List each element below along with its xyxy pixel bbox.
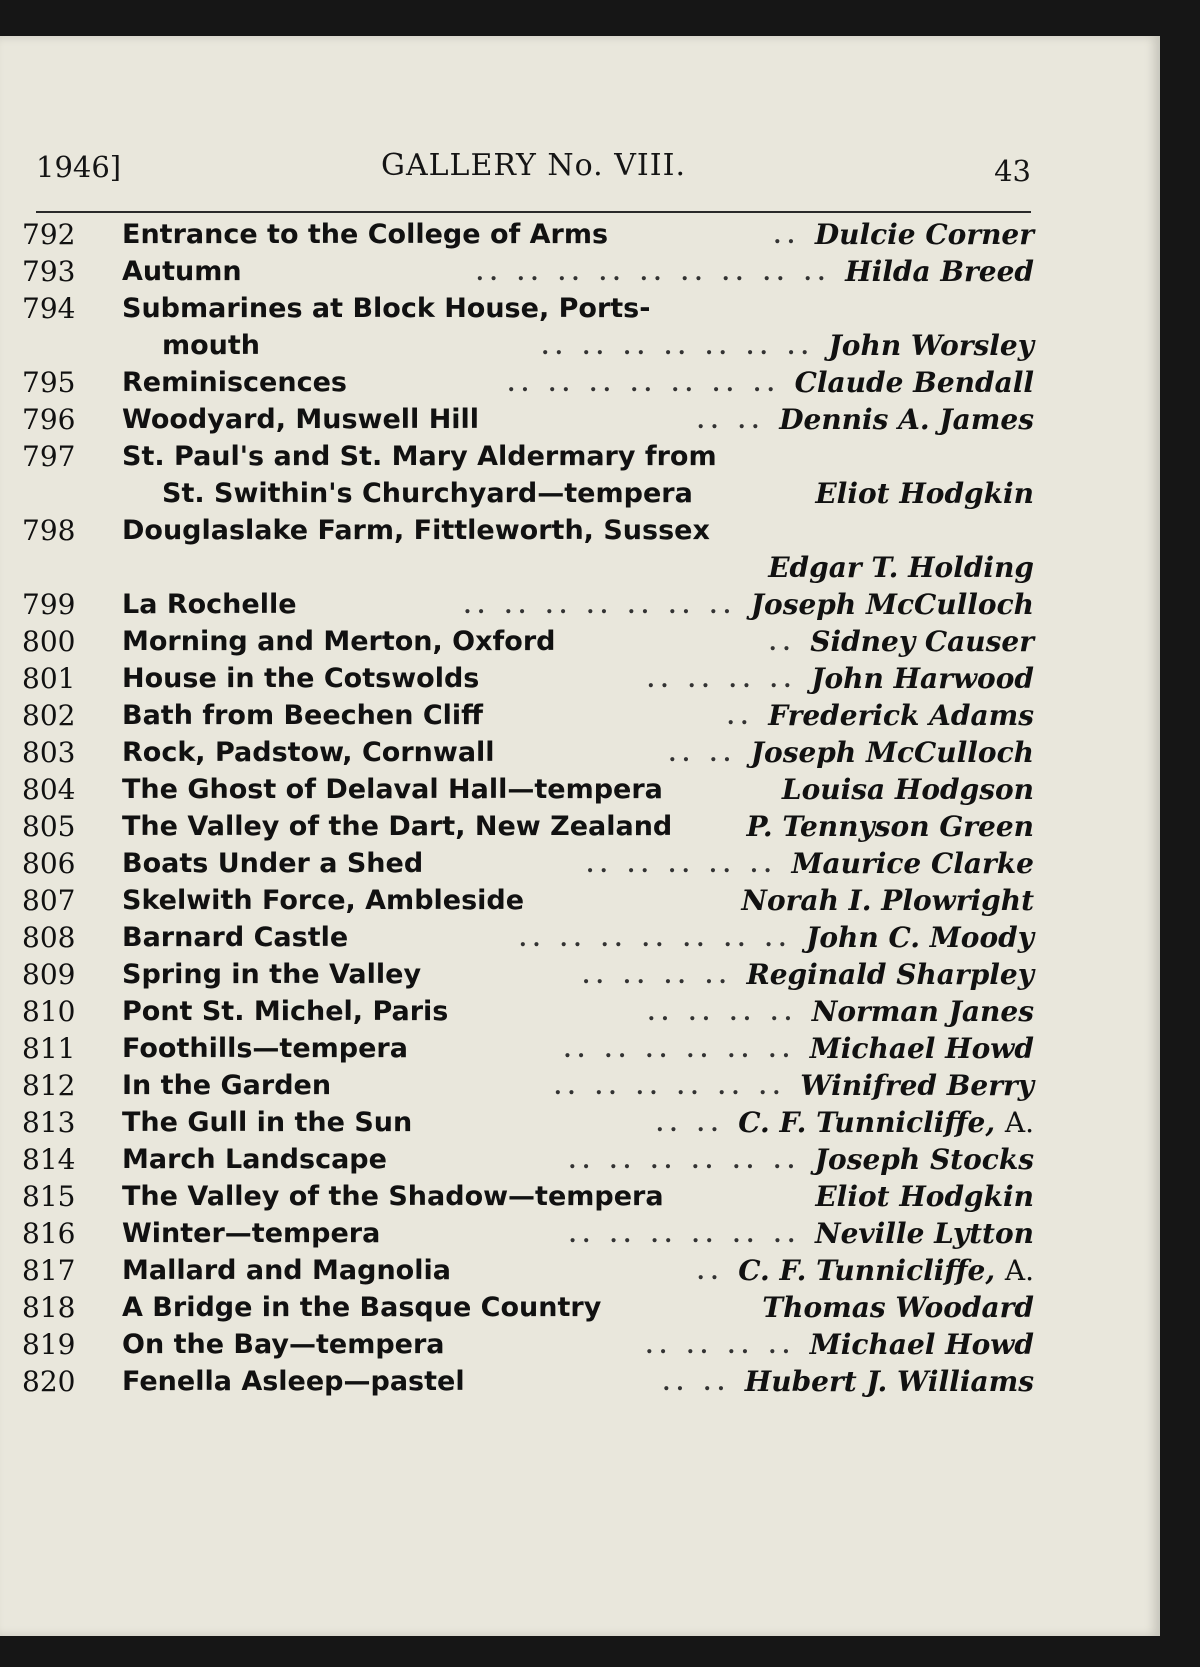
artist-name (815, 475, 1034, 512)
entry-line (22, 808, 1034, 845)
artist-name (738, 1252, 1034, 1289)
catalogue-entry (22, 882, 1034, 919)
artist-name (815, 1178, 1034, 1215)
entry-number: 804 (22, 773, 76, 806)
dot-leader: .. .. .. .. .. .. .. (541, 334, 815, 360)
entry-line (22, 919, 1034, 956)
entry-title: Woodyard, Muswell Hill (122, 404, 480, 435)
catalogue-entry (22, 993, 1034, 1030)
artist-name (810, 1030, 1034, 1067)
entry-title: Foothills—tempera (122, 1033, 408, 1064)
entry-number: 813 (22, 1106, 76, 1139)
dot-leader: .. (726, 704, 755, 730)
artist-name-text: Michael Howd (809, 1328, 1034, 1361)
entry-number: 797 (22, 440, 76, 473)
artist-name-text: Eliot Hodgkin (815, 1180, 1034, 1213)
entry-number: 793 (22, 255, 76, 288)
entry-title: Mallard and Magnolia (122, 1255, 451, 1286)
catalogue-entry (22, 586, 1034, 623)
entry-number: 811 (22, 1032, 76, 1065)
entry-title: Winter—tempera (122, 1218, 381, 1249)
dot-leader: .. .. .. .. .. .. .. (507, 371, 781, 397)
entry-number: 817 (22, 1254, 76, 1287)
header-year: 1946] (36, 150, 122, 184)
entry-number: 794 (22, 292, 76, 325)
artist-name (791, 845, 1034, 882)
artist-name (812, 993, 1034, 1030)
entry-line (22, 512, 1034, 549)
artist-name (845, 253, 1034, 290)
artist-name-text: Joseph McCulloch (750, 588, 1034, 621)
entry-number: 810 (22, 995, 76, 1028)
dot-leader: .. .. (696, 408, 766, 434)
artist-name-text: John C. Moody (806, 921, 1034, 954)
entry-line (22, 697, 1034, 734)
dot-leader: .. .. .. .. .. .. (568, 1148, 801, 1174)
dot-leader: .. .. .. .. .. .. .. .. .. (476, 260, 832, 286)
catalogue-entry (22, 845, 1034, 882)
entry-line (22, 438, 1034, 475)
artist-name-text: Norman Janes (811, 995, 1034, 1028)
catalogue-entry (22, 290, 1034, 364)
entry-line (22, 364, 1034, 401)
catalogue-entry (22, 1141, 1034, 1178)
catalogue-entry (22, 623, 1034, 660)
entry-line (22, 401, 1034, 438)
artist-name (768, 697, 1034, 734)
entry-line (22, 475, 1034, 512)
entry-line (22, 623, 1034, 660)
entry-title: Morning and Merton, Oxford (122, 626, 556, 657)
artist-name (806, 919, 1034, 956)
artist-name-text: John Worsley (828, 329, 1034, 362)
dot-leader: .. .. .. .. .. .. (554, 1074, 787, 1100)
catalogue-entry (22, 438, 1034, 512)
artist-name-text: Joseph McCulloch (750, 736, 1034, 769)
artist-name (768, 549, 1034, 586)
catalogue-entry (22, 216, 1034, 253)
artist-name (779, 401, 1034, 438)
artist-name-text: C. F. Tunnicliffe, (738, 1106, 996, 1139)
entry-line (22, 734, 1034, 771)
entry-line (22, 216, 1034, 253)
catalogue-entry (22, 1030, 1034, 1067)
artist-name-text: John Harwood (811, 662, 1034, 695)
entry-line (22, 549, 1034, 586)
entry-number: 805 (22, 810, 76, 843)
catalogue-entry (22, 1104, 1034, 1141)
artist-name-text: Frederick Adams (768, 699, 1034, 732)
catalogue-entry (22, 956, 1034, 993)
entry-number: 800 (22, 625, 76, 658)
entry-number: 812 (22, 1069, 76, 1102)
entry-number: 806 (22, 847, 76, 880)
artist-name (800, 1067, 1034, 1104)
dot-leader: .. .. .. .. .. (586, 852, 778, 878)
artist-name-text: Winifred Berry (800, 1069, 1034, 1102)
entry-title: On the Bay—tempera (122, 1329, 445, 1360)
entry-number: 809 (22, 958, 76, 991)
entry-title: Rock, Padstow, Cornwall (122, 737, 495, 768)
entry-line (22, 660, 1034, 697)
artist-name (738, 1104, 1034, 1141)
dot-leader: .. (773, 223, 801, 249)
entry-number: 814 (22, 1143, 76, 1176)
artist-name-text: Claude Bendall (794, 366, 1034, 399)
artist-name-text: C. F. Tunnicliffe, (738, 1254, 996, 1287)
artist-name (811, 660, 1034, 697)
entry-line (22, 253, 1034, 290)
entry-number: 807 (22, 884, 76, 917)
entry-title: The Valley of the Dart, New Zealand (122, 811, 673, 842)
artist-name (815, 1215, 1034, 1252)
artist-suffix: A. (1004, 1254, 1034, 1287)
entry-line (22, 1252, 1034, 1289)
catalogue-entry (22, 401, 1034, 438)
catalogue-entry (22, 1067, 1034, 1104)
artist-name (762, 1289, 1034, 1326)
dot-leader: .. (768, 630, 797, 656)
entry-title: Barnard Castle (122, 922, 349, 953)
dot-leader: .. .. .. .. (646, 667, 798, 693)
artist-name (751, 734, 1034, 771)
entry-line (22, 1215, 1034, 1252)
entry-title: March Landscape (122, 1144, 387, 1175)
entry-title: Fenella Asleep—pastel (122, 1366, 465, 1397)
entry-number: 792 (22, 218, 76, 251)
catalogue-entry (22, 1178, 1034, 1215)
artist-name-text: Hilda Breed (845, 255, 1034, 288)
entry-title: Douglaslake Farm, Fittleworth, Sussex (122, 515, 710, 546)
artist-name (782, 771, 1034, 808)
entry-line (22, 1326, 1034, 1363)
artist-name (795, 364, 1034, 401)
entry-line (22, 1178, 1034, 1215)
artist-name-text: Maurice Clarke (791, 847, 1034, 880)
entry-line (22, 1363, 1034, 1400)
artist-name-text: Dennis A. James (779, 403, 1034, 436)
artist-name (810, 623, 1034, 660)
artist-name (815, 216, 1034, 253)
entry-line (22, 327, 1034, 364)
artist-name (741, 882, 1034, 919)
entry-title: Bath from Beechen Cliff (122, 700, 484, 731)
entry-title: Spring in the Valley (122, 959, 422, 990)
catalogue-entry (22, 660, 1034, 697)
dot-leader: .. .. .. .. .. .. (563, 1037, 796, 1063)
catalogue-entry (22, 1252, 1034, 1289)
artist-name-text: Dulcie Corner (814, 218, 1034, 251)
entry-line (22, 290, 1034, 327)
artist-name (746, 808, 1034, 845)
artist-name (810, 1326, 1034, 1363)
artist-name (745, 1363, 1034, 1400)
entry-title: Entrance to the College of Arms (122, 219, 609, 250)
artist-name (746, 956, 1034, 993)
catalogue-entry (22, 808, 1034, 845)
dot-leader: .. .. .. .. .. .. .. (463, 593, 737, 619)
entry-title: The Gull in the Sun (122, 1107, 413, 1138)
entry-title: In the Garden (122, 1070, 332, 1101)
dot-leader: .. .. (668, 741, 737, 767)
entry-line (22, 586, 1034, 623)
entry-number: 820 (22, 1365, 76, 1398)
entry-number: 802 (22, 699, 76, 732)
entry-number: 818 (22, 1291, 76, 1324)
entry-title: Submarines at Block House, Ports- (122, 293, 651, 324)
artist-name (829, 327, 1034, 364)
catalogue-entry (22, 734, 1034, 771)
header-rule (36, 211, 1031, 213)
catalogue-entry (22, 697, 1034, 734)
entry-title: The Valley of the Shadow—tempera (122, 1181, 664, 1212)
artist-name-text: Reginald Sharpley (746, 958, 1034, 991)
catalogue-entries (22, 216, 1034, 1400)
artist-name-text: Thomas Woodard (762, 1291, 1034, 1324)
page-title: GALLERY No. VIII. (381, 148, 686, 183)
entry-line (22, 771, 1034, 808)
entry-number: 819 (22, 1328, 76, 1361)
entry-title: Boats Under a Shed (122, 848, 424, 879)
entry-title: House in the Cotswolds (122, 663, 480, 694)
dot-leader: .. .. .. .. .. .. .. (518, 926, 793, 952)
dot-leader: .. (696, 1259, 725, 1285)
dot-leader: .. .. .. .. .. .. (568, 1222, 801, 1248)
artist-name-text: Eliot Hodgkin (815, 477, 1034, 510)
entry-number: 801 (22, 662, 76, 695)
entry-line (22, 956, 1034, 993)
artist-name-text: Hubert J. Williams (744, 1365, 1034, 1398)
artist-name-text: Norah I. Plowright (741, 884, 1034, 917)
entry-number: 808 (22, 921, 76, 954)
page-number: 43 (994, 154, 1031, 188)
catalogue-entry (22, 919, 1034, 956)
artist-name (751, 586, 1034, 623)
artist-name-text: Louisa Hodgson (781, 773, 1034, 806)
catalogue-entry (22, 771, 1034, 808)
entry-title: Reminiscences (122, 367, 347, 398)
catalogue-entry (22, 1326, 1034, 1363)
dot-leader: .. .. (655, 1111, 725, 1137)
entry-line (22, 1104, 1034, 1141)
entry-title: St. Paul's and St. Mary Aldermary from (122, 441, 717, 472)
entry-title: The Ghost of Delaval Hall—tempera (122, 774, 663, 805)
entry-line (22, 1030, 1034, 1067)
dot-leader: .. .. .. .. (645, 1333, 796, 1359)
entry-number: 795 (22, 366, 76, 399)
artist-name-text: Sidney Causer (810, 625, 1034, 658)
entry-title: Skelwith Force, Ambleside (122, 885, 525, 916)
entry-line (22, 1067, 1034, 1104)
entry-line (22, 845, 1034, 882)
entry-title: St. Swithin's Churchyard—tempera (162, 478, 693, 509)
catalogue-entry (22, 1289, 1034, 1326)
catalogue-entry (22, 253, 1034, 290)
entry-number: 799 (22, 588, 76, 621)
entry-title: La Rochelle (122, 589, 297, 620)
dot-leader: .. .. (662, 1370, 731, 1396)
entry-title: mouth (162, 330, 261, 361)
dot-leader: .. .. .. .. (582, 963, 733, 989)
catalogue-entry (22, 1363, 1034, 1400)
artist-name (815, 1141, 1034, 1178)
catalogue-entry (22, 512, 1034, 586)
catalogue-page (0, 36, 1160, 1636)
entry-title: Autumn (122, 256, 242, 287)
entry-number: 796 (22, 403, 76, 436)
artist-name-text: Neville Lytton (814, 1217, 1034, 1250)
entry-number: 798 (22, 514, 76, 547)
page-header (36, 142, 1031, 190)
artist-name-text: Joseph Stocks (814, 1143, 1034, 1176)
dot-leader: .. .. .. .. (647, 1000, 798, 1026)
entry-title: Pont St. Michel, Paris (122, 996, 449, 1027)
entry-line (22, 1141, 1034, 1178)
entry-number: 816 (22, 1217, 76, 1250)
entry-line (22, 1289, 1034, 1326)
artist-name-text: Michael Howd (809, 1032, 1034, 1065)
entry-number: 815 (22, 1180, 76, 1213)
entry-number: 803 (22, 736, 76, 769)
artist-name-text: P. Tennyson Green (746, 810, 1034, 843)
entry-line (22, 882, 1034, 919)
catalogue-entry (22, 1215, 1034, 1252)
artist-name-text: Edgar T. Holding (768, 551, 1034, 584)
entry-title: A Bridge in the Basque Country (122, 1292, 602, 1323)
artist-suffix: A. (1004, 1106, 1034, 1139)
entry-line (22, 993, 1034, 1030)
catalogue-entry (22, 364, 1034, 401)
